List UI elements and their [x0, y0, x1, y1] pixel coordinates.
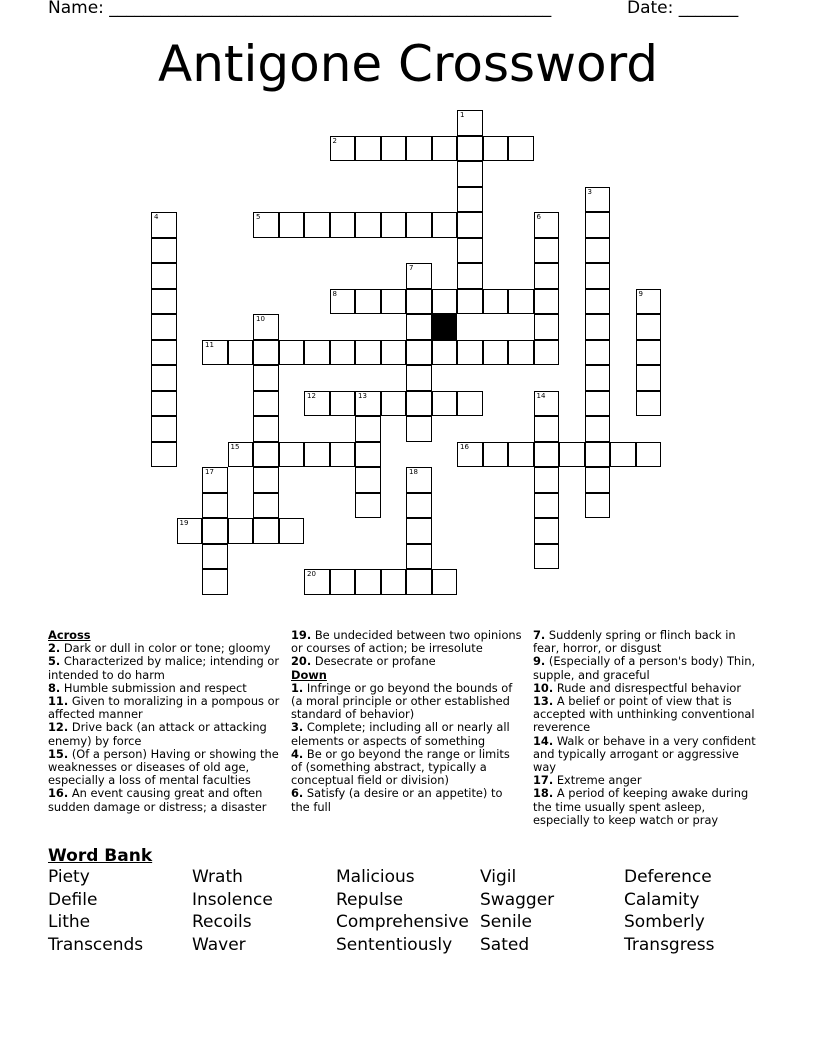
- grid-square: [381, 569, 407, 595]
- grid-square: [253, 493, 279, 519]
- grid-square: [355, 136, 381, 162]
- word-bank-word: Calamity: [624, 889, 700, 910]
- grid-square: [151, 340, 177, 366]
- clue-num: 19.: [291, 628, 312, 642]
- word-bank-word: Malicious: [336, 867, 415, 887]
- clue-text: A period of keeping awake during the time usually spent asleep, especially to keep watch or pray: [533, 786, 749, 827]
- clue-number: 15: [230, 442, 240, 451]
- clue-text: Given to moralizing in a pompous or affected manner: [48, 694, 280, 722]
- grid-square: [534, 263, 560, 289]
- clue-num: 16.: [48, 786, 69, 801]
- grid-square: [151, 212, 177, 238]
- shaded-square: [432, 314, 458, 340]
- grid-square: [330, 212, 356, 238]
- grid-square: [534, 212, 560, 238]
- clue-text: Satisfy (a desire or an appetite) to the full: [291, 786, 503, 814]
- grid-square: [585, 340, 611, 366]
- grid-square: [151, 365, 177, 391]
- grid-square: [381, 289, 407, 315]
- grid-square: [534, 416, 560, 442]
- grid-square: [585, 416, 611, 442]
- grid-square: [585, 442, 611, 468]
- clue-num: 17.: [533, 773, 554, 788]
- clue-text: (Especially of a person's body) Thin, supple, and graceful: [533, 654, 756, 682]
- grid-square: [151, 238, 177, 264]
- grid-square: [151, 263, 177, 289]
- word-bank-word: Recoils: [192, 912, 252, 932]
- clue-num: 7.: [533, 628, 546, 642]
- grid-square: [636, 340, 662, 366]
- word-bank-word: Vigil: [480, 867, 517, 887]
- grid-square: [432, 289, 458, 315]
- grid-square: [330, 442, 356, 468]
- clue-item: [48, 748, 280, 788]
- clue-item: [48, 695, 280, 721]
- grid-square: [534, 314, 560, 340]
- grid-square: [508, 136, 534, 162]
- grid-square: [483, 136, 509, 162]
- grid-square: [330, 136, 356, 162]
- clue-number: 11: [205, 340, 214, 349]
- grid-square: [534, 544, 560, 570]
- grid-square: [151, 442, 177, 468]
- word-bank-word: Comprehensive: [336, 912, 469, 932]
- grid-square: [508, 442, 534, 468]
- grid-square: [559, 442, 585, 468]
- grid-square: [585, 263, 611, 289]
- clue-num: 14.: [533, 733, 554, 748]
- grid-square: [355, 212, 381, 238]
- grid-square: [483, 340, 509, 366]
- grid-square: [585, 212, 611, 238]
- clue-number: 10: [256, 315, 265, 323]
- clue-num: 18.: [533, 786, 554, 801]
- word-bank-word: Swagger: [480, 889, 555, 910]
- grid-square: [330, 289, 356, 315]
- clue-item: [291, 787, 523, 813]
- word-bank-word: Somberly: [624, 912, 705, 932]
- grid-square: [355, 416, 381, 442]
- clue-number: 17: [205, 468, 214, 476]
- grid-square: [508, 289, 534, 315]
- grid-square: [585, 314, 611, 340]
- grid-square: [202, 467, 228, 493]
- date-field: Date: _______: [627, 0, 739, 18]
- grid-square: [304, 391, 330, 417]
- grid-square: [253, 314, 279, 340]
- name-field: Name: ____________________________________________________: [48, 0, 552, 18]
- grid-square: [406, 391, 432, 417]
- grid-square: [381, 340, 407, 366]
- grid-square: [534, 340, 560, 366]
- grid-square: [151, 391, 177, 417]
- clue-text: Characterized by malice; intending or intended to do harm: [48, 654, 280, 682]
- grid-square: [330, 340, 356, 366]
- grid-square: [406, 544, 432, 570]
- clue-num: 1.: [291, 680, 304, 695]
- word-bank-word: Transgress: [624, 934, 715, 955]
- grid-square: [253, 416, 279, 442]
- clue-num: 20.: [291, 654, 312, 669]
- grid-square: [508, 340, 534, 366]
- grid-square: [279, 212, 305, 238]
- clue-number: 20: [307, 570, 316, 578]
- clue-num: 9.: [533, 654, 546, 669]
- grid-square: [585, 467, 611, 493]
- clue-text: Complete; including all or nearly all elements or aspects of something: [291, 720, 510, 748]
- word-bank-word: Defile: [48, 889, 98, 910]
- grid-square: [202, 340, 228, 366]
- grid-square: [483, 442, 509, 468]
- grid-square: [228, 442, 254, 468]
- word-bank-word: Piety: [48, 867, 90, 887]
- grid-square: [406, 340, 432, 366]
- grid-square: [177, 518, 203, 544]
- word-bank-word: Sated: [480, 934, 530, 955]
- clue-number: 1: [460, 111, 465, 119]
- clue-number: 2: [332, 136, 337, 145]
- clue-item: [291, 655, 523, 668]
- word-bank-word: Repulse: [336, 889, 404, 910]
- grid-square: [253, 340, 279, 366]
- clue-num: 13.: [533, 694, 554, 709]
- clue-num: 12.: [48, 720, 69, 735]
- grid-square: [151, 416, 177, 442]
- clue-number: 4: [154, 213, 159, 221]
- grid-square: [457, 442, 483, 468]
- grid-square: [355, 467, 381, 493]
- grid-square: [202, 569, 228, 595]
- grid-square: [381, 212, 407, 238]
- grid-square: [406, 365, 432, 391]
- grid-square: [457, 110, 483, 136]
- clue-item: [48, 655, 280, 681]
- clue-text: Walk or behave in a very confident and typically arrogant or aggressive way: [533, 733, 756, 775]
- clue-num: 5.: [48, 654, 61, 669]
- word-bank-word: Insolence: [192, 889, 273, 910]
- grid-square: [483, 289, 509, 315]
- clue-number: 14: [536, 391, 546, 400]
- clue-column-3: [533, 629, 765, 827]
- grid-square: [355, 289, 381, 315]
- clue-text: Humble submission and respect: [63, 680, 247, 695]
- clue-item: [291, 748, 523, 788]
- grid-square: [355, 442, 381, 468]
- word-bank-word: Wrath: [192, 867, 243, 887]
- grid-square: [304, 340, 330, 366]
- clue-text: Rude and disrespectful behavior: [556, 680, 742, 695]
- grid-square: [355, 493, 381, 519]
- clue-item: [291, 682, 523, 722]
- grid-square: [253, 212, 279, 238]
- grid-square: [406, 518, 432, 544]
- clue-item: [533, 629, 765, 655]
- clue-text: Suddenly spring or flinch back in fear, horror, or disgust: [533, 628, 736, 656]
- clue-item: [48, 787, 280, 813]
- clue-column-1: [48, 629, 280, 814]
- word-bank-word: Transcends: [48, 934, 144, 955]
- grid-square: [457, 340, 483, 366]
- grid-square: [636, 442, 662, 468]
- grid-square: [457, 161, 483, 187]
- grid-square: [432, 569, 458, 595]
- clue-num: 10.: [533, 680, 554, 695]
- clue-number: 13: [358, 391, 367, 400]
- clue-item: [291, 629, 523, 655]
- grid-square: [406, 136, 432, 162]
- grid-square: [406, 314, 432, 340]
- clue-number: 3: [587, 187, 592, 196]
- grid-square: [202, 493, 228, 519]
- clue-item: [48, 721, 280, 747]
- grid-square: [457, 289, 483, 315]
- clue-text: Be or go beyond the range or limits of (something abstract, typically a conceptual field or division): [291, 746, 510, 788]
- grid-square: [355, 340, 381, 366]
- grid-square: [585, 493, 611, 519]
- grid-square: [457, 391, 483, 417]
- grid-square: [253, 467, 279, 493]
- grid-square: [253, 391, 279, 417]
- clue-heading: Across: [48, 628, 91, 642]
- word-bank-word: Deference: [624, 867, 712, 887]
- grid-square: [585, 187, 611, 213]
- grid-square: [355, 391, 381, 417]
- grid-square: [457, 187, 483, 213]
- word-bank-word: Senile: [480, 912, 532, 932]
- grid-square: [585, 289, 611, 315]
- grid-square: [279, 518, 305, 544]
- grid-square: [406, 263, 432, 289]
- grid-square: [457, 238, 483, 264]
- grid-square: [202, 544, 228, 570]
- grid-square: [406, 289, 432, 315]
- grid-square: [304, 212, 330, 238]
- grid-square: [406, 416, 432, 442]
- grid-square: [406, 493, 432, 519]
- clue-num: 4.: [291, 746, 304, 761]
- word-bank-word: Lithe: [48, 912, 91, 932]
- grid-square: [330, 391, 356, 417]
- grid-square: [534, 238, 560, 264]
- clue-text: Be undecided between two opinions or courses of action; be irresolute: [291, 628, 522, 656]
- clue-num: 11.: [48, 694, 69, 709]
- grid-square: [406, 212, 432, 238]
- clue-item: [533, 655, 765, 681]
- clue-num: 15.: [48, 746, 69, 761]
- grid-square: [279, 340, 305, 366]
- grid-square: [151, 289, 177, 315]
- clue-column-2: [291, 629, 523, 814]
- clue-item: [533, 735, 765, 775]
- clue-number: 6: [536, 213, 541, 221]
- grid-square: [585, 365, 611, 391]
- grid-square: [636, 391, 662, 417]
- clue-num: 2.: [48, 641, 61, 656]
- grid-square: [432, 391, 458, 417]
- clue-number: 16: [460, 442, 469, 451]
- clue-num: 3.: [291, 720, 304, 735]
- grid-square: [406, 569, 432, 595]
- grid-square: [253, 365, 279, 391]
- clue-number: 12: [307, 391, 316, 400]
- grid-square: [534, 289, 560, 315]
- clue-item: [291, 721, 523, 747]
- grid-square: [432, 340, 458, 366]
- grid-square: [534, 467, 560, 493]
- grid-square: [253, 442, 279, 468]
- word-bank-word: Waver: [192, 934, 246, 955]
- word-bank-title: Word Bank: [48, 846, 153, 866]
- clue-num: 6.: [291, 786, 304, 801]
- clue-text: Extreme anger: [556, 773, 642, 788]
- grid-square: [253, 518, 279, 544]
- grid-square: [534, 518, 560, 544]
- clue-text: A belief or point of view that is accepted with unthinking conventional reverence: [533, 694, 755, 735]
- grid-square: [151, 314, 177, 340]
- grid-square: [381, 136, 407, 162]
- clue-text: An event causing great and often sudden damage or distress; a disaster: [48, 786, 267, 814]
- clue-text: Dark or dull in color or tone; gloomy: [63, 641, 271, 656]
- clue-number: 5: [256, 213, 261, 221]
- grid-square: [304, 442, 330, 468]
- grid-square: [304, 569, 330, 595]
- grid-square: [457, 263, 483, 289]
- grid-square: [534, 391, 560, 417]
- clue-number: 9: [638, 289, 643, 298]
- grid-square: [279, 442, 305, 468]
- page-title: Antigone Crossword: [157, 35, 659, 93]
- grid-square: [406, 467, 432, 493]
- grid-square: [228, 340, 254, 366]
- clue-number: 8: [332, 289, 337, 298]
- clue-number: 19: [179, 519, 189, 527]
- clue-number: 18: [409, 468, 418, 476]
- grid-square: [457, 136, 483, 162]
- clue-text: Desecrate or profane: [314, 654, 436, 669]
- grid-square: [457, 212, 483, 238]
- grid-square: [432, 212, 458, 238]
- clue-item: [533, 695, 765, 735]
- clue-num: 8.: [48, 680, 61, 695]
- grid-square: [381, 391, 407, 417]
- clue-item: [533, 787, 765, 827]
- grid-square: [432, 136, 458, 162]
- grid-square: [636, 289, 662, 315]
- clue-text: (Of a person) Having or showing the weaknesses or diseases of old age, especially a loss of mental faculties: [48, 746, 279, 788]
- grid-square: [534, 493, 560, 519]
- grid-square: [202, 518, 228, 544]
- clue-heading: Down: [291, 667, 327, 682]
- clue-text: Drive back (an attack or attacking enemy) by force: [48, 720, 267, 748]
- clue-number: 7: [409, 264, 414, 272]
- grid-square: [355, 569, 381, 595]
- grid-square: [636, 314, 662, 340]
- word-bank-word: Sententiously: [336, 934, 453, 955]
- grid-square: [610, 442, 636, 468]
- grid-square: [585, 238, 611, 264]
- grid-square: [585, 391, 611, 417]
- grid-square: [636, 365, 662, 391]
- grid-square: [330, 569, 356, 595]
- grid-square: [534, 442, 560, 468]
- grid-square: [228, 518, 254, 544]
- clue-text: Infringe or go beyond the bounds of (a moral principle or other established standard of behavior): [291, 680, 513, 722]
